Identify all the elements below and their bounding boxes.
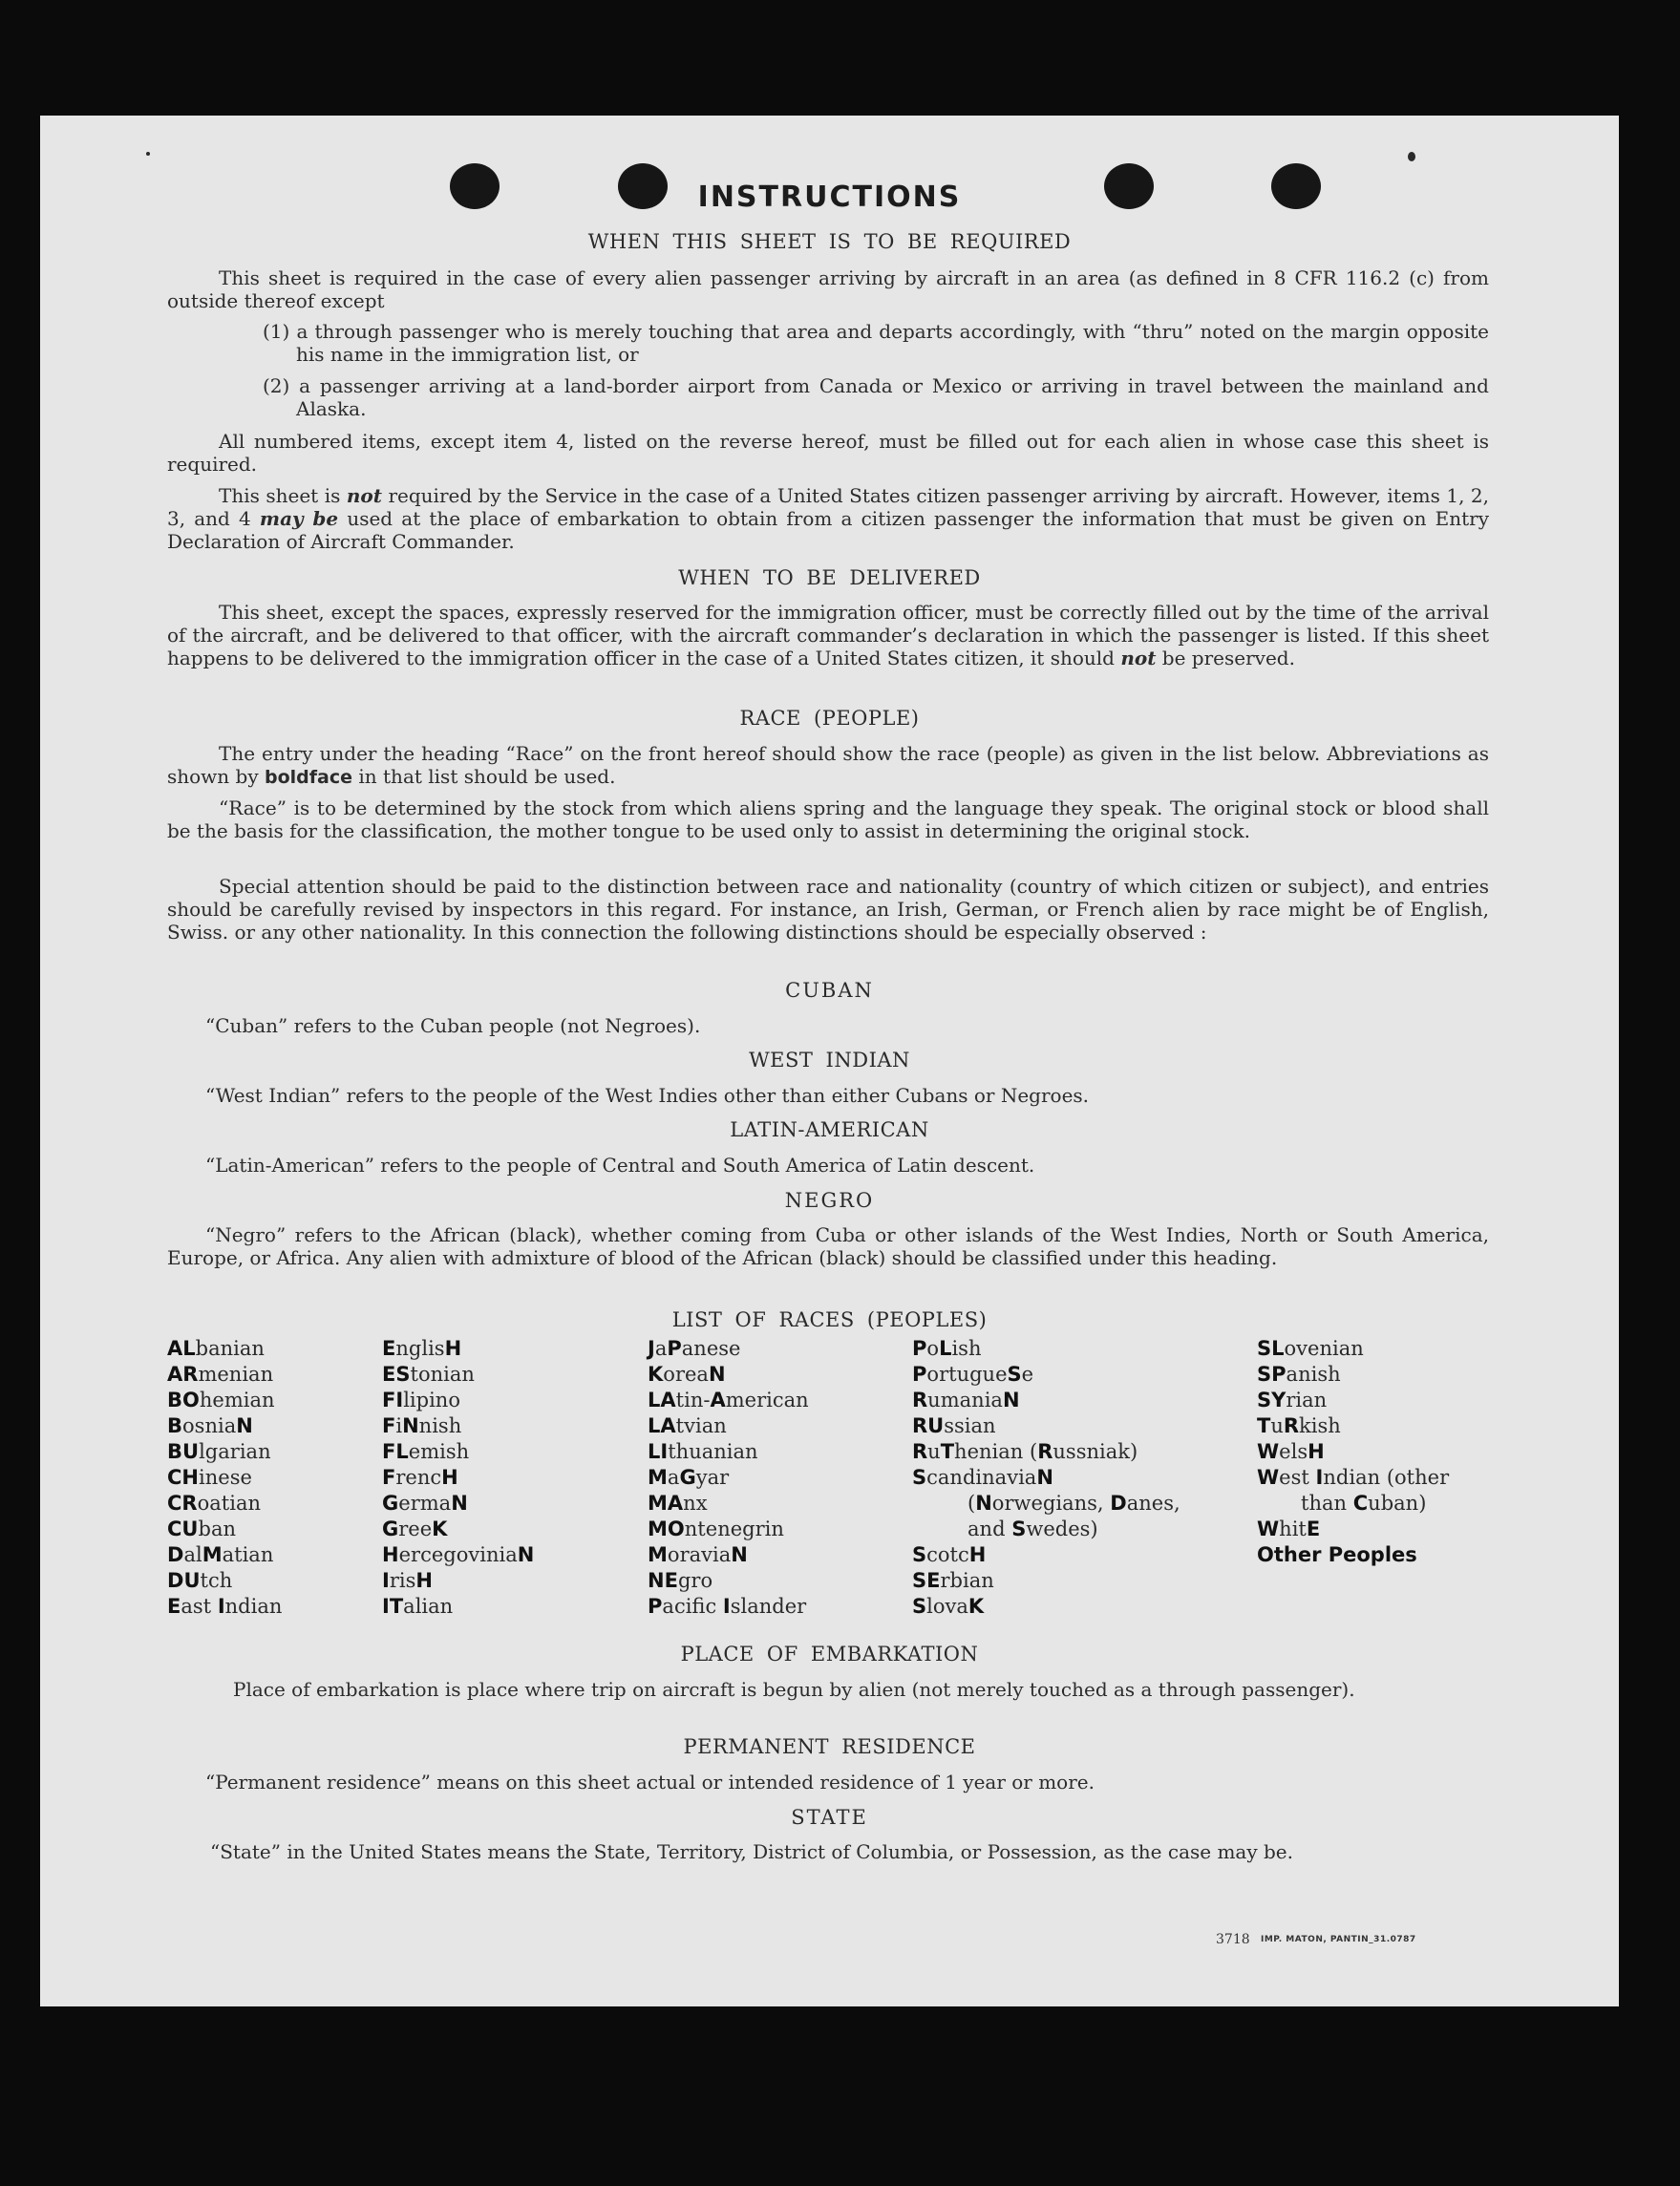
instruction-sheet [40, 116, 1619, 2006]
race-list-item: BUlgarian [167, 1440, 271, 1463]
race-list-item: ALbanian [167, 1337, 265, 1360]
paragraph-negro: “Negro” refers to the African (black), whether coming from Cuba or other islands of the West Indies, North or South America, Europe, or Africa. Any alien with admixture of blood of the African (black) should be classified under this heading. [167, 1223, 1489, 1269]
paragraph-race-entry: The entry under the heading “Race” on the front hereof should show the race (people) as given in the list below. Abbreviations as shown by boldface in that list should be used. [167, 742, 1489, 788]
race-list-item: CUban [167, 1517, 236, 1540]
race-list-item: CHinese [167, 1466, 252, 1489]
race-list-item: ITalian [382, 1595, 454, 1618]
race-list-item: Other Peoples [1257, 1543, 1417, 1566]
race-list-item: ScotcH [912, 1543, 987, 1566]
race-list-item: FIlipino [382, 1389, 460, 1411]
race-list-item: SlovaK [912, 1595, 985, 1618]
race-list-item: SErbian [912, 1569, 994, 1592]
heading-latin-american: LATIN-AMERICAN [730, 1118, 929, 1141]
race-list-item: HercegoviniaN [382, 1543, 535, 1566]
paragraph-exception-1: (1) a through passenger who is merely touching that area and departs accordingly, with “thru” noted on the margin opposite his name in the immigration list, or [263, 320, 1489, 366]
race-list-item: FLemish [382, 1440, 470, 1463]
race-list-item: IrisH [382, 1569, 433, 1592]
race-list-item: RUssian [912, 1414, 996, 1437]
paragraph-required: This sheet is required in the case of every alien passenger arriving by aircraft in an area (as defined in 8 CFR 116.2 (c) from outside thereof except [167, 266, 1489, 312]
race-list-item: GreeK [382, 1517, 448, 1540]
race-list-item: NEgro [648, 1569, 713, 1592]
race-list-item: SYrian [1257, 1389, 1328, 1411]
race-list-item: WhitE [1257, 1517, 1321, 1540]
heading-negro: NEGRO [784, 1189, 875, 1212]
race-list-item: ARmenian [167, 1363, 274, 1386]
race-list-column-1 [167, 1336, 282, 1620]
race-list-item: MOntenegrin [648, 1517, 784, 1540]
race-list-item: East Indian [167, 1595, 283, 1618]
paragraph-delivered: This sheet, except the spaces, expressly reserved for the immigration officer, must be correctly filled out by the time of the arrival of the aircraft, and be delivered to that officer, with the aircraft commander’s declaration in which the passenger is listed. If this sheet happens to be delivered to the immigration officer in the case of a United States citizen, it should not be preserved. [167, 601, 1489, 669]
paragraph-permanent-residence: “Permanent residence” means on this sheet actual or intended residence of 1 year or more. [205, 1771, 1095, 1793]
paragraph-exception-2: (2) a passenger arriving at a land-border airport from Canada or Mexico or arriving in travel between the mainland and Alaska. [263, 374, 1489, 420]
race-list-item: SLovenian [1257, 1337, 1364, 1360]
race-list-item: FrencH [382, 1466, 458, 1489]
heading-west-indian: WEST INDIAN [749, 1049, 910, 1072]
page-title: INSTRUCTIONS [697, 180, 962, 214]
race-list-item: West Indian (other than Cuban) [1257, 1466, 1450, 1515]
race-list-item: CRoatian [167, 1492, 262, 1515]
printer-imprint: IMP. MATON, PANTIN_31.0787 [1261, 1935, 1416, 1944]
race-list-item: MoraviaN [648, 1543, 748, 1566]
race-list-item: PortugueSe [912, 1363, 1034, 1386]
race-list-item: KoreaN [648, 1363, 726, 1386]
race-list-item: Pacifc Islander [648, 1595, 807, 1618]
race-list-item: EnglisH [382, 1337, 462, 1360]
paragraph-race-distinction: Special attention should be paid to the distinction between race and nationality (country of which citizen or subject), and entries should be carefully revised by inspectors in this regard. For instance, an Irish, German, or French alien by race might be of English, Swiss. or any other nationality. In this connection the following distinctions should be especially observed : [167, 875, 1489, 944]
race-list-item: GermaN [382, 1492, 468, 1515]
heading-when-delivered: WHEN TO BE DELIVERED [678, 566, 981, 589]
form-number: 3718 [1216, 1932, 1250, 1947]
race-list-column-4 [912, 1336, 1182, 1620]
race-list-item: DUtch [167, 1569, 233, 1592]
ink-speck [1408, 152, 1415, 161]
heading-state: STATE [791, 1806, 868, 1829]
paragraph-numbered-items: All numbered items, except item 4, listed on the reverse hereof, must be filled out for each alien in whose case this sheet is required. [167, 430, 1489, 476]
race-list-column-5 [1257, 1336, 1491, 1568]
heading-race: RACE (PEOPLE) [739, 707, 920, 730]
race-list-item: LAtvian [648, 1414, 727, 1437]
race-list-item: PoLish [912, 1337, 982, 1360]
paragraph-west-indian: “West Indian” refers to the people of the West Indies other than either Cubans or Negroes. [205, 1084, 1090, 1107]
race-list-item: BOhemian [167, 1389, 275, 1411]
race-list-item: DalMatian [167, 1543, 274, 1566]
race-list-item: LIthuanian [648, 1440, 758, 1463]
heading-cuban: CUBAN [785, 979, 874, 1002]
race-list-item: WelsH [1257, 1440, 1325, 1463]
race-list-item: MaGyar [648, 1466, 730, 1489]
paragraph-race-stock: “Race” is to be determined by the stock from which aliens spring and the language they speak. The original stock or blood shall be the basis for the classification, the mother tongue to be used only to assist in determining the original stock. [167, 796, 1489, 842]
race-list-item: TuRkish [1257, 1414, 1341, 1437]
race-list-item: ScandinaviaN (Norwegians, Danes, and Swedes) [912, 1466, 1180, 1540]
paragraph-state: “State” in the United States means the State, Territory, District of Columbia, or Possession, as the case may be. [210, 1840, 1293, 1863]
race-list-item: LAtin-American [648, 1389, 809, 1411]
race-list-item: SPanish [1257, 1363, 1341, 1386]
race-list-column-3 [648, 1336, 809, 1620]
race-list-item: RumaniaN [912, 1389, 1020, 1411]
heading-when-required: WHEN THIS SHEET IS TO BE REQUIRED [587, 230, 1072, 253]
paragraph-embarkation: Place of embarkation is place where trip on aircraft is begun by alien (not merely touched as a through passenger). [233, 1678, 1355, 1701]
race-list-item: MAnx [648, 1492, 708, 1515]
paragraph-citizen: This sheet is not required by the Service in the case of a United States citizen passenger arriving by aircraft. However, items 1, 2, 3, and 4 may be used at the place of embarkation to obtain from a citizen passenger the information that must be given on Entry Declaration of Aircraft Commander. [167, 484, 1490, 553]
race-list-item: FiNnish [382, 1414, 462, 1437]
ink-speck [146, 152, 150, 156]
race-list-item: RuThenian (Russniak) [912, 1440, 1138, 1463]
race-list-column-2 [382, 1336, 534, 1620]
heading-permanent-residence: PERMANENT RESIDENCE [683, 1735, 976, 1758]
heading-list-of-races: LIST OF RACES (PEOPLES) [671, 1308, 988, 1331]
race-list-item: BosniaN [167, 1414, 253, 1437]
race-list-item: EStonian [382, 1363, 475, 1386]
paragraph-cuban: “Cuban” refers to the Cuban people (not Negroes). [205, 1014, 701, 1037]
race-list-item: JaPanese [648, 1337, 741, 1360]
heading-embarkation: PLACE OF EMBARKATION [680, 1643, 979, 1666]
paragraph-latin-american: “Latin-American” refers to the people of Central and South America of Latin descent. [205, 1154, 1035, 1177]
